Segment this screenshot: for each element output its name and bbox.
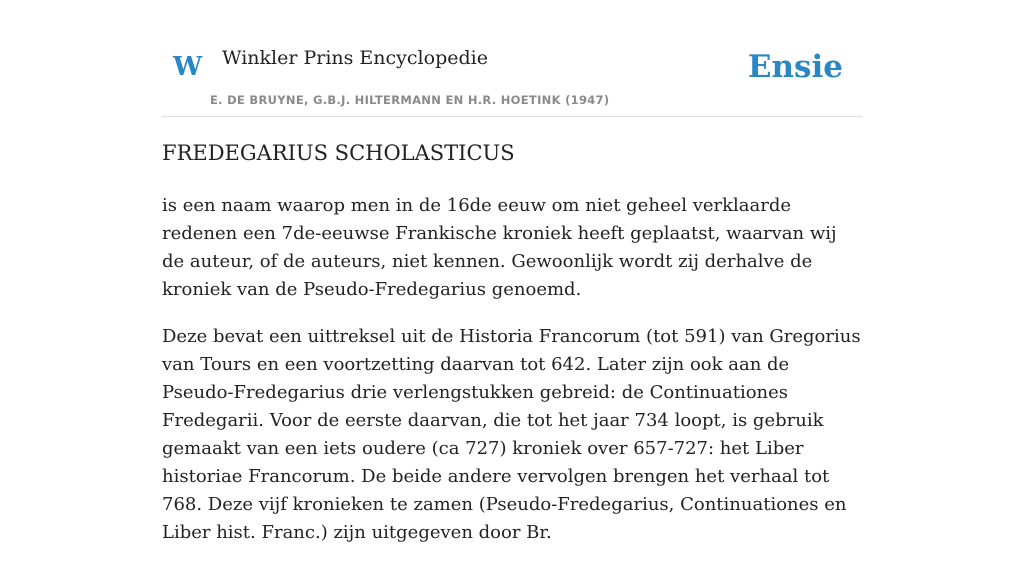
logo-icon[interactable]: W — [173, 52, 203, 82]
article-paragraph: Deze bevat een uittreksel uit de Historia Francorum (tot 591) van Gregorius van Tours en een voortzetting daarvan tot 642. Later zijn ook aan de Pseudo-Fredegarius drie verlengstukken gebreid: de Continuationes Fredegarii. Voor de eerste daarvan, die tot het jaar 734 loopt, is gebruik gemaakt van een iets oudere (ca 727) kroniek over 657-727: het Liber historiae Francorum. De beide andere vervolgen brengen het verhaal tot 768. Deze vijf kronieken te zamen (Pseudo-Fredegarius, Continuationes en Liber hist. Franc.) zijn uitgegeven door Br. — [162, 326, 861, 543]
article-paragraph: is een naam waarop men in de 16de eeuw om niet geheel verklaarde redenen een 7de-eeuwse Frankische kroniek heeft geplaatst, waarvan wij de auteur, of de auteurs, niet kennen. Gewoonlijk wordt zij derhalve de kroniek van de Pseudo-Fredegarius genoemd. — [162, 195, 837, 300]
site-header — [162, 0, 862, 117]
authors-byline: E. DE BRUYNE, G.B.J. HILTERMANN EN H.R. HOETINK (1947) — [210, 93, 610, 107]
article-body — [162, 192, 862, 566]
page — [162, 0, 862, 543]
entry-title: FREDEGARIUS SCHOLASTICUS — [162, 141, 515, 165]
brand-logo-link[interactable]: Ensie — [747, 49, 843, 85]
site-title-link[interactable]: Winkler Prins Encyclopedie — [222, 47, 488, 69]
